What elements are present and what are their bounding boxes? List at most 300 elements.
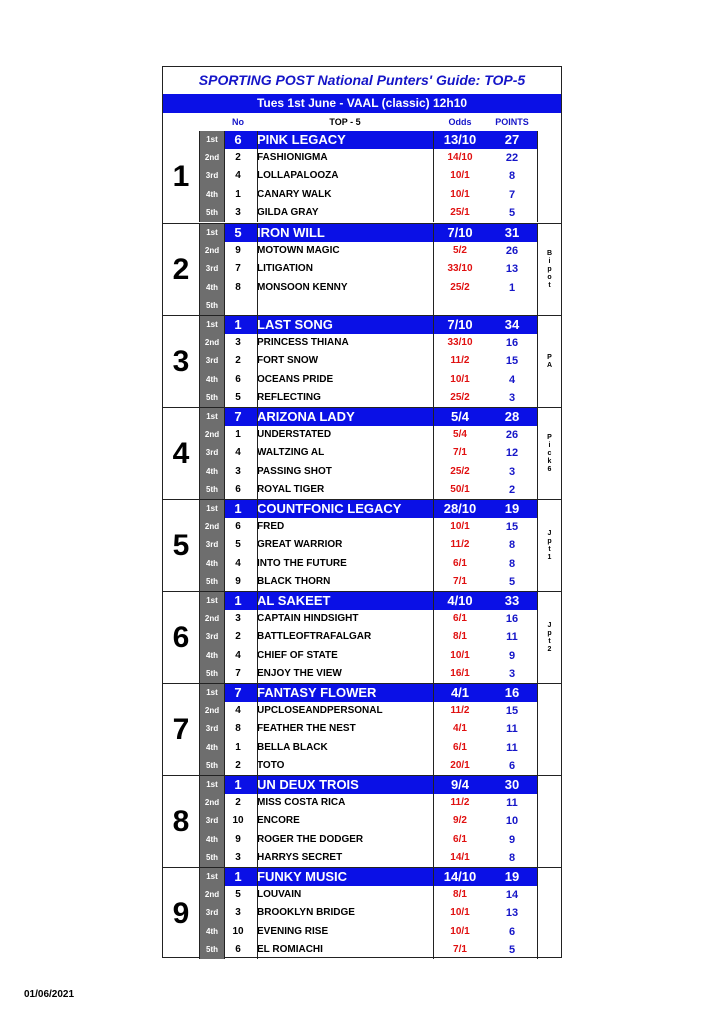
runner-points: 10 xyxy=(505,815,519,828)
runner-number: 10 xyxy=(232,815,244,827)
runner-odds: 33/10 xyxy=(447,263,473,275)
runner-number: 8 xyxy=(235,281,241,293)
runner-odds: 4/10 xyxy=(447,593,473,608)
name-divider xyxy=(257,224,258,315)
runner-points: 6 xyxy=(508,759,516,772)
runner-row xyxy=(200,647,537,665)
runner-number: 5 xyxy=(235,539,241,551)
runner-points: 22 xyxy=(505,152,519,165)
runner-number: 6 xyxy=(234,132,242,147)
runner-odds: 9/4 xyxy=(450,777,470,792)
position-label: 2nd xyxy=(204,706,220,716)
top-pick-row xyxy=(200,408,537,426)
runner-row xyxy=(200,242,537,260)
runner-row xyxy=(200,444,537,462)
runner-name: PINK LEGACY xyxy=(257,132,346,147)
position-label: 4th xyxy=(206,558,218,568)
runner-name: BATTLEOFTRAFALGAR xyxy=(257,631,372,643)
race-block xyxy=(163,775,561,867)
runner-odds: 11/2 xyxy=(450,705,470,717)
runner-points: 5 xyxy=(508,575,516,588)
odds-divider xyxy=(433,592,434,683)
runner-odds: 28/10 xyxy=(443,501,477,516)
runner-odds: 16/1 xyxy=(450,667,470,679)
runner-number: 10 xyxy=(232,925,244,937)
runner-odds: 9/2 xyxy=(453,815,467,827)
runner-row xyxy=(200,720,537,738)
runner-name: FUNKY MUSIC xyxy=(257,869,348,884)
runner-points: 12 xyxy=(505,447,519,460)
bet-type-note: P i c k 6 xyxy=(547,433,552,473)
runner-name: PASSING SHOT xyxy=(257,465,332,477)
runner-odds: 10/1 xyxy=(450,373,470,385)
top-pick-row xyxy=(200,224,537,242)
runner-points: 3 xyxy=(508,667,516,680)
position-label: 2nd xyxy=(204,798,220,808)
runner-points: 11 xyxy=(506,797,518,810)
runner-row xyxy=(200,167,537,185)
runner-points: 30 xyxy=(504,777,520,792)
runner-odds: 7/1 xyxy=(453,575,467,587)
runner-name: AL SAKEET xyxy=(257,593,331,608)
runner-points: 14 xyxy=(505,889,519,902)
runner-number: 4 xyxy=(235,447,241,459)
position-label: 1st xyxy=(200,684,224,702)
runner-name: FANTASY FLOWER xyxy=(257,685,377,700)
runner-row xyxy=(200,297,537,315)
position-label: 1st xyxy=(200,131,224,149)
no-divider xyxy=(224,868,225,959)
odds-divider xyxy=(433,776,434,867)
top-pick-row xyxy=(200,316,537,334)
runner-points: 4 xyxy=(508,373,516,386)
no-divider xyxy=(224,776,225,867)
position-label: 3rd xyxy=(205,356,219,366)
runner-name: FORT SNOW xyxy=(257,355,319,367)
runner-name: CHIEF OF STATE xyxy=(257,649,338,661)
runner-name: CANARY WALK xyxy=(257,188,332,200)
no-divider xyxy=(224,224,225,315)
bet-type-note xyxy=(537,684,562,775)
position-label: 3rd xyxy=(205,171,219,181)
runner-odds: 7/1 xyxy=(453,447,467,459)
odds-divider xyxy=(433,684,434,775)
race-number: 2 xyxy=(163,224,200,315)
race-number: 7 xyxy=(163,684,200,775)
runner-points: 34 xyxy=(504,317,520,332)
runner-row xyxy=(200,757,537,775)
runner-name: FASHIONIGMA xyxy=(257,152,328,164)
name-divider xyxy=(257,408,258,499)
runner-odds: 6/1 xyxy=(453,833,467,845)
top-pick-row xyxy=(200,868,537,886)
odds-divider xyxy=(433,408,434,499)
bet-type-note: B i p o t xyxy=(546,249,553,289)
position-label: 4th xyxy=(206,282,218,292)
runner-points: 7 xyxy=(508,188,516,201)
runner-row xyxy=(200,904,537,922)
runner-name: REFLECTING xyxy=(257,391,321,403)
runner-name: ARIZONA LADY xyxy=(257,409,355,424)
runner-points: 16 xyxy=(505,337,519,350)
runner-row xyxy=(200,794,537,812)
runner-name: UN DEUX TROIS xyxy=(257,777,359,792)
runner-name: IRON WILL xyxy=(257,225,325,240)
no-divider xyxy=(224,131,225,222)
meeting-subtitle: Tues 1st June - VAAL (classic) 12h10 xyxy=(163,94,561,113)
runner-points: 3 xyxy=(508,391,516,404)
runner-number: 3 xyxy=(235,907,241,919)
position-label: 3rd xyxy=(205,540,219,550)
position-label: 4th xyxy=(206,466,218,476)
runner-points: 16 xyxy=(504,685,520,700)
runner-points: 19 xyxy=(504,501,520,516)
runner-name: PRINCESS THIANA xyxy=(257,337,349,349)
runner-odds: 25/2 xyxy=(450,391,470,403)
runner-number: 5 xyxy=(235,889,241,901)
runner-name: FEATHER THE NEST xyxy=(257,723,356,735)
race-number: 1 xyxy=(163,131,200,222)
runner-name: MISS COSTA RICA xyxy=(257,797,346,809)
position-label: 4th xyxy=(206,926,218,936)
runner-name: BELLA BLACK xyxy=(257,741,328,753)
runner-name: LAST SONG xyxy=(257,317,333,332)
bet-type-note xyxy=(537,131,562,222)
position-label: 1st xyxy=(200,592,224,610)
runner-row xyxy=(200,426,537,444)
runner-points: 8 xyxy=(508,539,516,552)
no-divider xyxy=(224,592,225,683)
runner-odds: 14/1 xyxy=(450,851,470,863)
runner-number: 2 xyxy=(235,797,241,809)
position-label: 5th xyxy=(206,207,218,217)
runner-points: 27 xyxy=(504,132,520,147)
runner-number: 6 xyxy=(235,373,241,385)
guide-title: SPORTING POST National Punters' Guide: TOP-5 xyxy=(198,72,526,88)
runner-number: 4 xyxy=(235,649,241,661)
runner-odds: 10/1 xyxy=(450,649,470,661)
runner-number: 5 xyxy=(235,391,241,403)
odds-divider xyxy=(433,868,434,959)
runner-odds: 6/1 xyxy=(453,741,467,753)
runner-number: 1 xyxy=(234,317,242,332)
runner-points: 15 xyxy=(505,521,519,534)
position-label: 5th xyxy=(206,760,218,770)
runner-row xyxy=(200,260,537,278)
runner-points: 13 xyxy=(505,907,519,920)
runner-odds: 10/1 xyxy=(450,907,470,919)
runner-points: 13 xyxy=(505,263,519,276)
runner-name: WALTZING AL xyxy=(257,447,325,459)
runner-odds: 6/1 xyxy=(453,613,467,625)
top-pick-row xyxy=(200,131,537,149)
runner-row xyxy=(200,463,537,481)
runner-number xyxy=(224,297,252,315)
runner-number: 2 xyxy=(235,631,241,643)
runner-odds: 20/1 xyxy=(450,759,470,771)
runner-number: 1 xyxy=(234,777,242,792)
runner-odds: 25/2 xyxy=(450,465,470,477)
runner-points: 15 xyxy=(505,705,519,718)
position-label: 5th xyxy=(206,576,218,586)
runner-row xyxy=(200,665,537,683)
position-label: 1st xyxy=(200,408,224,426)
runner-row xyxy=(200,536,537,554)
runner-odds: 14/10 xyxy=(443,869,477,884)
header-top5: TOP - 5 xyxy=(329,117,361,127)
race-block xyxy=(163,407,561,499)
runner-number: 4 xyxy=(235,557,241,569)
position-label: 3rd xyxy=(205,448,219,458)
runner-points: 8 xyxy=(508,557,516,570)
bet-type-note: P A xyxy=(546,353,553,369)
runner-odds: 25/2 xyxy=(450,281,470,293)
runner-name: BLACK THORN xyxy=(257,575,331,587)
position-label: 5th xyxy=(206,392,218,402)
runner-name: ENJOY THE VIEW xyxy=(257,667,342,679)
runner-name: INTO THE FUTURE xyxy=(257,557,347,569)
position-label: 2nd xyxy=(204,614,220,624)
no-divider xyxy=(224,500,225,591)
runner-points: 3 xyxy=(508,465,516,478)
position-label: 1st xyxy=(200,868,224,886)
bet-type-note xyxy=(537,868,562,959)
runner-number: 6 xyxy=(235,521,241,533)
position-label: 4th xyxy=(206,374,218,384)
runner-row xyxy=(200,334,537,352)
runner-odds: 5/4 xyxy=(453,429,467,441)
race-number: 4 xyxy=(163,408,200,499)
runner-name: COUNTFONIC LEGACY xyxy=(257,501,402,516)
runner-row xyxy=(200,628,537,646)
runner-name: ROYAL TIGER xyxy=(257,483,325,495)
runner-points: 15 xyxy=(505,355,519,368)
name-divider xyxy=(257,776,258,867)
runner-number: 6 xyxy=(235,483,241,495)
runner-number: 7 xyxy=(235,667,241,679)
name-divider xyxy=(257,592,258,683)
position-label: 3rd xyxy=(205,264,219,274)
runner-row xyxy=(200,518,537,536)
runner-row xyxy=(200,849,537,867)
position-label: 3rd xyxy=(205,632,219,642)
race-block xyxy=(163,499,561,591)
runner-points: 9 xyxy=(508,649,516,662)
runner-row xyxy=(200,812,537,830)
runner-number: 1 xyxy=(234,501,242,516)
race-number: 6 xyxy=(163,592,200,683)
runner-number: 3 xyxy=(235,337,241,349)
runner-row xyxy=(200,739,537,757)
odds-divider xyxy=(433,131,434,222)
runner-points: 9 xyxy=(508,833,516,846)
runner-row xyxy=(200,352,537,370)
position-label: 5th xyxy=(206,944,218,954)
position-label: 5th xyxy=(206,852,218,862)
runner-name: CAPTAIN HINDSIGHT xyxy=(257,613,359,625)
runner-odds: 11/2 xyxy=(450,355,470,367)
runner-row xyxy=(200,389,537,407)
position-label: 1st xyxy=(200,316,224,334)
runner-name: EVENING RISE xyxy=(257,925,329,937)
runner-points: 8 xyxy=(508,851,516,864)
runner-row xyxy=(200,702,537,720)
runner-points: 2 xyxy=(508,483,516,496)
race-block xyxy=(163,315,561,407)
position-label: 3rd xyxy=(205,908,219,918)
name-divider xyxy=(257,500,258,591)
runner-number: 7 xyxy=(234,409,242,424)
runner-odds: 50/1 xyxy=(450,483,470,495)
position-label: 3rd xyxy=(205,724,219,734)
runner-points: 19 xyxy=(504,869,520,884)
runner-odds: 25/1 xyxy=(450,206,470,218)
runner-odds: 14/10 xyxy=(447,152,473,164)
position-label: 4th xyxy=(206,834,218,844)
bet-type-note: J p t 2 xyxy=(547,621,552,653)
race-number: 5 xyxy=(163,500,200,591)
runner-number: 9 xyxy=(235,575,241,587)
runner-number: 3 xyxy=(235,206,241,218)
runner-name: UNDERSTATED xyxy=(257,429,332,441)
position-label: 5th xyxy=(206,300,218,310)
runner-number: 3 xyxy=(235,851,241,863)
runner-number: 2 xyxy=(235,355,241,367)
position-label: 5th xyxy=(206,484,218,494)
runner-odds: 5/2 xyxy=(453,245,467,257)
position-label: 4th xyxy=(206,189,218,199)
runner-points: 31 xyxy=(504,225,520,240)
no-divider xyxy=(224,684,225,775)
runner-odds: 8/1 xyxy=(453,889,467,901)
runner-odds: 10/1 xyxy=(450,188,470,200)
runner-number: 8 xyxy=(235,723,241,735)
column-headers xyxy=(163,114,561,130)
runner-points: 16 xyxy=(505,613,519,626)
runner-name: MOTOWN MAGIC xyxy=(257,245,340,257)
race-number: 8 xyxy=(163,776,200,867)
race-number: 3 xyxy=(163,316,200,407)
race-block xyxy=(163,683,561,775)
punters-guide-sheet xyxy=(162,66,562,958)
runner-row xyxy=(200,481,537,499)
runner-odds: 7/1 xyxy=(453,943,467,955)
position-label: 5th xyxy=(206,668,218,678)
runner-odds: 10/1 xyxy=(450,521,470,533)
position-label: 2nd xyxy=(204,246,220,256)
top-pick-row xyxy=(200,776,537,794)
runner-name: GREAT WARRIOR xyxy=(257,539,343,551)
runner-row xyxy=(200,279,537,297)
top-pick-row xyxy=(200,592,537,610)
name-divider xyxy=(257,684,258,775)
position-label: 2nd xyxy=(204,153,220,163)
runner-odds: 5/4 xyxy=(450,409,470,424)
header-no: No xyxy=(232,117,244,127)
runner-row xyxy=(200,555,537,573)
bet-type-note xyxy=(537,776,562,867)
runner-row xyxy=(200,204,537,222)
runner-points: 8 xyxy=(508,170,516,183)
runner-odds: 10/1 xyxy=(450,925,470,937)
bet-type-note: J p t 1 xyxy=(547,529,552,561)
runner-odds xyxy=(433,297,487,315)
race-block xyxy=(163,591,561,683)
name-divider xyxy=(257,868,258,959)
runner-number: 2 xyxy=(235,152,241,164)
runner-number: 3 xyxy=(235,613,241,625)
runner-number: 4 xyxy=(235,705,241,717)
position-label: 1st xyxy=(200,224,224,242)
runner-odds: 8/1 xyxy=(453,631,467,643)
runner-name: LITIGATION xyxy=(257,263,313,275)
runner-name: UPCLOSEANDPERSONAL xyxy=(257,705,383,717)
runner-name: LOUVAIN xyxy=(257,889,302,901)
runner-number: 1 xyxy=(235,188,241,200)
runner-number: 7 xyxy=(235,263,241,275)
runner-points: 11 xyxy=(506,631,518,644)
runner-points: 11 xyxy=(506,741,518,754)
runner-points: 28 xyxy=(504,409,520,424)
runner-row xyxy=(200,831,537,849)
runner-odds: 10/1 xyxy=(450,170,470,182)
race-block xyxy=(163,867,561,959)
position-label: 1st xyxy=(200,776,224,794)
race-block xyxy=(163,223,561,315)
position-label: 2nd xyxy=(204,430,220,440)
position-label: 4th xyxy=(206,650,218,660)
race-block xyxy=(163,131,561,223)
runner-name: ENCORE xyxy=(257,815,300,827)
runner-name: OCEANS PRIDE xyxy=(257,373,334,385)
no-divider xyxy=(224,316,225,407)
odds-divider xyxy=(433,316,434,407)
runner-number: 9 xyxy=(235,833,241,845)
runner-points: 1 xyxy=(508,281,516,294)
name-divider xyxy=(257,131,258,222)
name-divider xyxy=(257,316,258,407)
runner-number: 9 xyxy=(235,245,241,257)
header-points: POINTS xyxy=(495,117,529,127)
header-odds: Odds xyxy=(448,117,472,127)
odds-divider xyxy=(433,224,434,315)
runner-points: 26 xyxy=(505,245,519,258)
runner-row xyxy=(200,186,537,204)
runner-name: FRED xyxy=(257,521,285,533)
position-label: 3rd xyxy=(205,816,219,826)
runner-odds: 13/10 xyxy=(443,132,477,147)
runner-name: ROGER THE DODGER xyxy=(257,833,364,845)
runner-number: 1 xyxy=(234,869,242,884)
runner-points: 5 xyxy=(508,943,516,956)
runner-number: 3 xyxy=(235,465,241,477)
runner-row xyxy=(200,610,537,628)
runner-odds: 4/1 xyxy=(450,685,470,700)
runner-points xyxy=(487,297,537,315)
race-list xyxy=(163,131,561,959)
runner-name: LOLLAPALOOZA xyxy=(257,170,339,182)
runner-name: HARRYS SECRET xyxy=(257,851,343,863)
runner-odds: 11/2 xyxy=(450,539,470,551)
runner-points: 5 xyxy=(508,206,516,219)
runner-number: 5 xyxy=(234,225,242,240)
position-label: 4th xyxy=(206,742,218,752)
runner-row xyxy=(200,371,537,389)
no-divider xyxy=(224,408,225,499)
runner-row xyxy=(200,573,537,591)
top-pick-row xyxy=(200,500,537,518)
runner-name: BROOKLYN BRIDGE xyxy=(257,907,355,919)
